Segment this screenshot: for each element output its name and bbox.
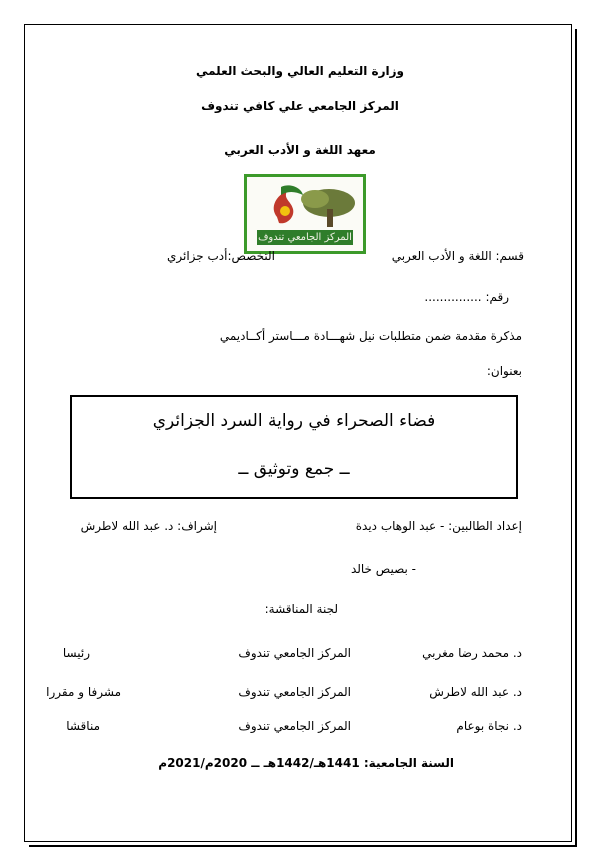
ministry-line: وزارة التعليم العالي والبحث العلمي [195, 64, 405, 78]
specialty-line: التخصص:أدب جزائري [166, 249, 275, 263]
academic-year: السنة الجامعية: 1441هـ/1442هـ ــ 2020م/2021م [158, 756, 454, 770]
member-role: مشرفا و مقررا [46, 685, 121, 699]
university-center-line: المركز الجامعي علي كافي تندوف [201, 99, 399, 113]
number-line: رقم: ............... [424, 290, 509, 304]
department-line: قسم: اللغة و الأدب العربي [391, 249, 524, 263]
logo-banner: المركز الجامعي تندوف [258, 232, 352, 243]
thesis-title: فضاء الصحراء في رواية السرد الجزائري [152, 411, 436, 431]
committee-heading: لجنة المناقشة: [264, 602, 338, 616]
institute-line: معهد اللغة و الأدب العربي [224, 143, 376, 157]
member-name: د. عبد الله لاطرش [429, 685, 522, 699]
member-institution: المركز الجامعي تندوف [238, 719, 351, 733]
thesis-title-box [70, 395, 518, 499]
member-institution: المركز الجامعي تندوف [238, 646, 351, 660]
member-role: مناقشا [66, 719, 100, 733]
second-student-line: - بصيص خالد [350, 562, 416, 576]
university-logo [244, 174, 366, 254]
thesis-note-line: مذكرة مقدمة ضمن متطلبات نيل شهـــادة مـــاستر أكــاديمي [219, 329, 522, 343]
title-label: بعنوان: [486, 364, 522, 378]
member-role: رئيسا [62, 646, 90, 660]
supervisor-line: إشراف: د. عبد الله لاطرش [80, 519, 217, 533]
member-institution: المركز الجامعي تندوف [238, 685, 351, 699]
thesis-subtitle: ــ جمع وتوثيق ــ [238, 459, 350, 479]
prepared-by-line: إعداد الطالبين: - عبد الوهاب ديدة [355, 519, 522, 533]
member-name: د. محمد رضا مغربي [422, 646, 522, 660]
member-name: د. نجاة بوعام [456, 719, 522, 733]
